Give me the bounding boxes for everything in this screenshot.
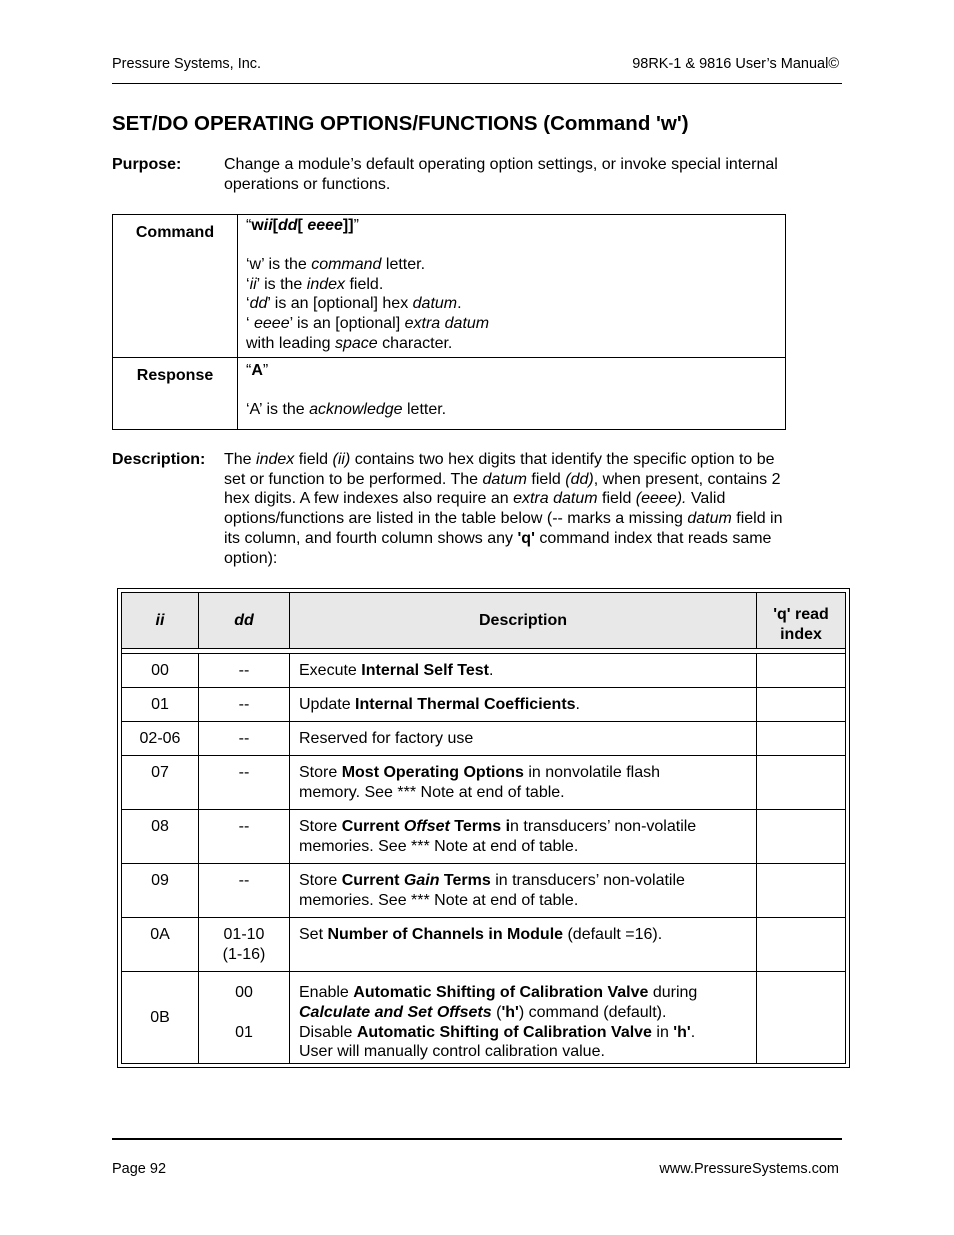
- cell-q-read-index: [757, 972, 846, 1064]
- cell-dd: --: [199, 864, 290, 918]
- cell-ii: 00: [122, 654, 199, 688]
- response-label-cell: Response: [113, 358, 238, 430]
- cell-q-read-index: [757, 756, 846, 810]
- header-description: Description: [290, 593, 757, 649]
- header-q-read-index: 'q' read index: [757, 593, 846, 649]
- cell-ii: 09: [122, 864, 199, 918]
- section-title: SET/DO OPERATING OPTIONS/FUNCTIONS (Command 'w'): [112, 112, 689, 135]
- table-row: [122, 722, 846, 756]
- cell-dd: --: [199, 722, 290, 756]
- table-row: [122, 756, 846, 810]
- cell-dd: --: [199, 810, 290, 864]
- cell-description: Store Current Offset Terms in transducers’ non-volatile memories. See *** Note at end of table.: [290, 810, 757, 864]
- cell-ii: 01: [122, 688, 199, 722]
- response-syntax-cell: “A” ‘A’ is the acknowledge letter.: [238, 358, 786, 430]
- header-rule: [112, 83, 842, 84]
- cell-dd: --: [199, 654, 290, 688]
- cell-ii: 08: [122, 810, 199, 864]
- table-row: [122, 918, 846, 972]
- command-label-cell: Command: [113, 215, 238, 358]
- cell-dd: --: [199, 756, 290, 810]
- cell-description: Store Current Gain Terms in transducers’ non-volatile memories. See *** Note at end of table.: [290, 864, 757, 918]
- header-ii: ii: [122, 593, 199, 649]
- cell-dd: 01-10 (1-16): [199, 918, 290, 972]
- running-header-manual: 98RK-1 & 9816 User’s Manual©: [632, 56, 839, 72]
- cell-q-read-index: [757, 654, 846, 688]
- page-number: Page 92: [112, 1161, 167, 1177]
- running-header-company: Pressure Systems, Inc.: [112, 56, 262, 72]
- cell-description: Enable Automatic Shifting of Calibration Valve during Calculate and Set Offsets ('h') command (default). Disable Automatic Shifting of Calibration Valve in 'h'. User will manually control calibration value.: [290, 972, 757, 1064]
- cell-q-read-index: [757, 864, 846, 918]
- header-dd: dd: [199, 593, 290, 649]
- cell-q-read-index: [757, 810, 846, 864]
- cell-description: Set Number of Channels in Module (default =16).: [290, 918, 757, 972]
- cell-description: Execute Internal Self Test.: [290, 654, 757, 688]
- cell-ii: 0A: [122, 918, 199, 972]
- cell-dd: 00 01: [199, 972, 290, 1064]
- description-label: Description:: [112, 451, 206, 468]
- cell-ii: 02-06: [122, 722, 199, 756]
- cell-dd: --: [199, 688, 290, 722]
- cell-description: Store Most Operating Options in nonvolatile flash memory. See *** Note at end of table.: [290, 756, 757, 810]
- cell-q-read-index: [757, 918, 846, 972]
- table-row: [122, 864, 846, 918]
- table-row: [122, 654, 846, 688]
- table-row: [122, 688, 846, 722]
- command-response-table: [112, 214, 786, 430]
- command-syntax-cell: “wii[dd[ eeee]]” ‘w’ is the command letter. ‘ii’ is the index field. ‘dd’ is an [optional] hex datum. ‘ eeee’ is an [optional] extra datum with leading space character.: [238, 215, 786, 358]
- table-row: [122, 810, 846, 864]
- purpose-label: Purpose:: [112, 156, 182, 173]
- cell-ii: 0B: [122, 972, 199, 1064]
- cell-q-read-index: [757, 722, 846, 756]
- options-table: [117, 588, 850, 1068]
- cell-description: Reserved for factory use: [290, 722, 757, 756]
- cell-ii: 07: [122, 756, 199, 810]
- table-row: [122, 972, 846, 1064]
- description-text: The index field (ii) contains two hex digits that identify the specific option to be set or function to be performed. The datum field (dd), when present, contains 2 hex digits. A few indexes also require an extra datum field (eeee). Valid options/functions are listed in the table below (-- marks a missing datum field in its column, and fourth column shows any 'q' command index that reads same option):: [224, 451, 783, 567]
- cell-description: Update Internal Thermal Coefficients.: [290, 688, 757, 722]
- table-header-row: [122, 593, 846, 649]
- footer-website: www.PressureSystems.com: [659, 1161, 839, 1177]
- footer-rule: [112, 1138, 842, 1140]
- cell-q-read-index: [757, 688, 846, 722]
- purpose-text: Change a module’s default operating option settings, or invoke special internal operations or functions.: [224, 156, 778, 193]
